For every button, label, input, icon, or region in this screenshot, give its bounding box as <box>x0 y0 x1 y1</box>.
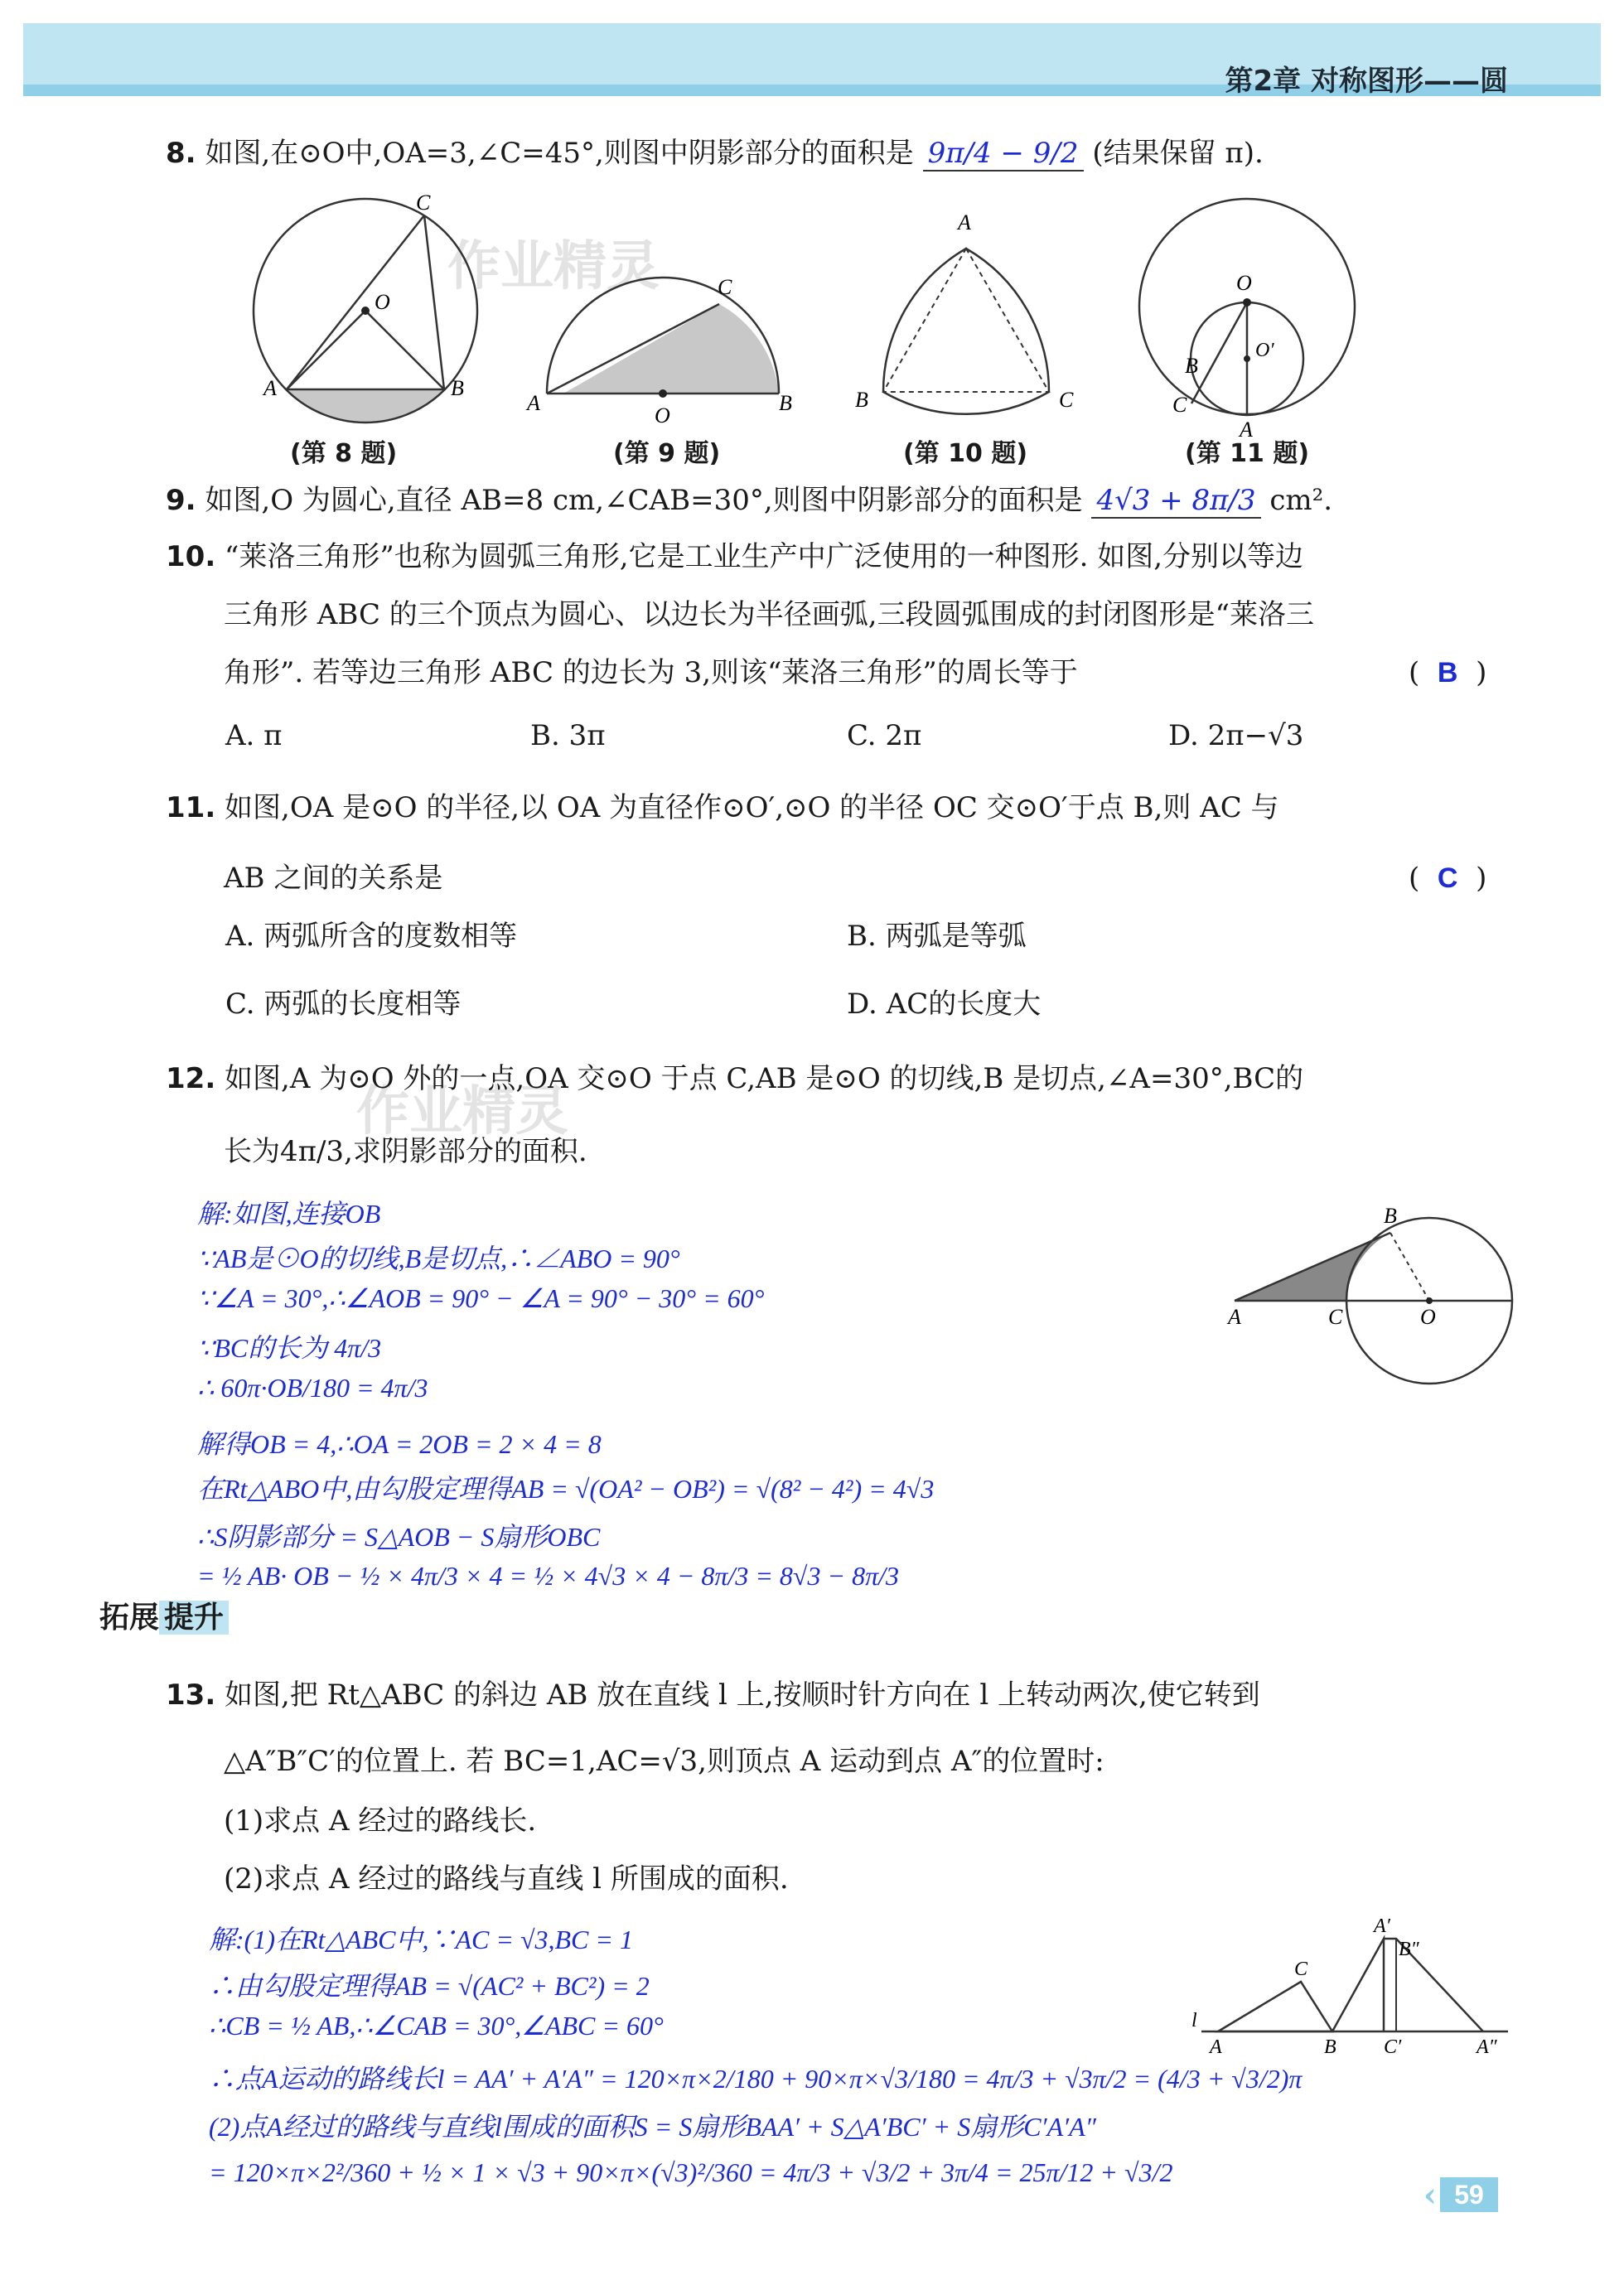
question-12-line1 <box>166 1062 1303 1096</box>
label-A: A <box>1228 1305 1241 1329</box>
question-11-line1 <box>166 791 1279 825</box>
question-text: 如图,O 为圆心,直径 AB=8 cm,∠CAB=30°,则图中阴影部分的面积是 <box>205 484 1083 517</box>
option-d: D. AC的长度大 <box>847 988 1042 1021</box>
label-A: A <box>1210 2036 1222 2055</box>
label-O: O <box>1420 1305 1436 1329</box>
solution-line: ∴ 60π·OB/180 = 4π/3 <box>197 1373 428 1403</box>
label-C: C <box>1172 393 1187 417</box>
question-8 <box>166 137 1264 171</box>
option-b: B. 两弧是等弧 <box>847 920 1027 953</box>
label-A-double-prime: A″ <box>1477 2036 1497 2055</box>
answer-bracket-10: ( B ) <box>1409 656 1487 689</box>
question-13-line3: (1)求点 A 经过的路线长. <box>224 1804 537 1838</box>
option-a: A. 两弧所含的度数相等 <box>225 920 518 953</box>
chapter-title: 第2章 对称图形——圆 <box>1225 65 1508 98</box>
label-C: C <box>1294 1959 1308 1980</box>
question-text: 如图,OA 是⊙O 的半径,以 OA 为直径作⊙O′,⊙O 的半径 OC 交⊙O′于点 B,则 AC 与 <box>225 791 1279 824</box>
solution-line: = ½ AB· OB − ½ × 4π/3 × 4 = ½ × 4√3 × 4 − 8π/3 = 8√3 − 8π/3 <box>197 1561 899 1591</box>
question-10-line3: 角形”. 若等边三角形 ABC 的边长为 3,则该“莱洛三角形”的周长等于 <box>224 656 1078 689</box>
question-suffix: cm². <box>1269 484 1333 517</box>
label-A: A <box>958 210 971 234</box>
label-O: O <box>375 290 390 314</box>
label-A: A <box>263 376 277 400</box>
solution-line: 在Rt△ABO中,由勾股定理得AB = √(OA² − OB²) = √(8² − 4²) = 4√3 <box>197 1474 935 1504</box>
label-B: B <box>1324 2036 1336 2055</box>
label-O-prime: O′ <box>1255 340 1274 361</box>
caption-fig9: (第 9 题) <box>613 439 721 468</box>
figures-row <box>240 186 1483 468</box>
figure-8 <box>254 191 477 423</box>
question-11-line2: AB 之间的关系是 <box>224 862 443 895</box>
figure-13 <box>1185 1914 1516 2055</box>
label-B: B <box>779 391 792 415</box>
question-9 <box>166 484 1332 518</box>
label-l: l <box>1191 2010 1197 2031</box>
question-number: 10. <box>166 540 216 573</box>
figure-9 <box>525 275 792 428</box>
label-O: O <box>1236 271 1252 295</box>
question-number: 8. <box>166 137 196 170</box>
question-13-line1 <box>166 1679 1260 1712</box>
solution-line: 解得OB = 4,∴OA = 2OB = 2 × 4 = 8 <box>197 1429 602 1459</box>
label-C: C <box>1059 388 1074 412</box>
solution-line: ∵∠A = 30°,∴∠AOB = 90° − ∠A = 90° − 30° = 60° <box>197 1283 765 1313</box>
figure-12 <box>1218 1201 1533 1392</box>
watermark: 作业精灵 <box>356 1081 568 1142</box>
solution-line: ∴S阴影部分 = S△AOB − S扇形OBC <box>197 1522 601 1552</box>
option-c: C. 2π <box>847 719 922 752</box>
watermark: 作业精灵 <box>447 236 660 297</box>
solution-line: ∵BC的长为 4π/3 <box>197 1333 382 1363</box>
label-B-double-prime: B″ <box>1399 1939 1419 1960</box>
chevron-left-icon: ‹ <box>1423 2176 1437 2215</box>
label-B: B <box>1384 1204 1397 1228</box>
question-text: 如图,在⊙O中,OA=3,∠C=45°,则图中阴影部分的面积是 <box>205 137 914 170</box>
solution-line: ∴点A运动的路线长l = AA′ + A′A″ = 120×π×2/180 + 90×π×√3/180 = 4π/3 + √3π/2 = (4/3 + √3/2)π <box>209 2064 1303 2094</box>
section-title-b: 提升 <box>159 1601 229 1635</box>
label-B: B <box>1185 354 1198 378</box>
answer: C <box>1437 862 1458 894</box>
option-a: A. π <box>225 719 283 752</box>
section-title-a: 拓展 <box>99 1601 160 1635</box>
caption-fig10: (第 10 题) <box>903 439 1028 468</box>
figure-11 <box>1139 199 1355 442</box>
question-13-line2: △A″B″C′的位置上. 若 BC=1,AC=√3,则顶点 A 运动到点 A″的位置时: <box>224 1745 1104 1778</box>
page-number: 59 <box>1440 2177 1498 2212</box>
question-text: “莱洛三角形”也称为圆弧三角形,它是工业生产中广泛使用的一种图形. 如图,分别以等边 <box>225 540 1304 573</box>
label-A-prime: A′ <box>1374 1915 1390 1937</box>
answer: 9π/4 − 9/2 <box>927 137 1079 170</box>
solution-line: ∴CB = ½ AB,∴∠CAB = 30°,∠ABC = 60° <box>209 2011 664 2041</box>
question-number: 12. <box>166 1062 216 1095</box>
question-text: 如图,A 为⊙O 外的一点,OA 交⊙O 于点 C,AB 是⊙O 的切线,B 是切点,∠A=30°,BC的 <box>225 1062 1304 1095</box>
label-O: O <box>655 403 670 428</box>
label-C: C <box>718 275 732 299</box>
label-B: B <box>451 376 464 400</box>
option-c: C. 两弧的长度相等 <box>225 988 462 1021</box>
answer: 4√3 + 8π/3 <box>1096 484 1256 517</box>
label-A: A <box>527 391 540 415</box>
question-10-line1 <box>166 540 1303 574</box>
section-heading <box>99 1594 229 1636</box>
label-C-prime: C′ <box>1384 2036 1402 2055</box>
caption-fig11: (第 11 题) <box>1185 439 1310 468</box>
label-C: C <box>1328 1305 1343 1329</box>
solution-line: = 120×π×2²/360 + ½ × 1 × √3 + 90×π×(√3)²/360 = 4π/3 + √3/2 + 3π/4 = 25π/12 + √3/2 <box>209 2157 1173 2187</box>
question-text: 如图,把 Rt△ABC 的斜边 AB 放在直线 l 上,按顺时针方向在 l 上转动两次,使它转到 <box>225 1679 1260 1712</box>
solution-line: 解:如图,连接OB <box>197 1199 381 1229</box>
figure-10 <box>855 210 1074 414</box>
question-13-line4: (2)求点 A 经过的路线与直线 l 所围成的面积. <box>224 1862 789 1896</box>
solution-line: 解:(1)在Rt△ABC中,∵AC = √3,BC = 1 <box>209 1925 633 1954</box>
answer: B <box>1437 657 1458 688</box>
label-C: C <box>416 191 431 215</box>
question-10-line2: 三角形 ABC 的三个顶点为圆心、以边长为半径画弧,三段圆弧围成的封闭图形是“莱洛三 <box>224 598 1314 631</box>
label-A: A <box>1240 418 1253 442</box>
question-suffix: (结果保留 π). <box>1092 137 1264 170</box>
question-number: 11. <box>166 791 216 824</box>
label-B: B <box>855 388 868 412</box>
caption-fig8: (第 8 题) <box>290 439 398 468</box>
option-b: B. 3π <box>530 719 606 752</box>
solution-line: (2)点A经过的路线与直线l围成的面积S = S扇形BAA′ + S△A′BC′ + S扇形C′A′A″ <box>209 2112 1096 2142</box>
question-number: 13. <box>166 1679 216 1712</box>
question-number: 9. <box>166 484 196 517</box>
solution-line: ∴由勾股定理得AB = √(AC² + BC²) = 2 <box>209 1971 650 2001</box>
option-d: D. 2π−√3 <box>1168 719 1304 752</box>
question-12-line2: 长为4π/3,求阴影部分的面积. <box>224 1135 587 1168</box>
answer-bracket-11: ( C ) <box>1409 862 1487 895</box>
solution-line: ∵AB是⊙O的切线,B是切点,∴∠ABO = 90° <box>197 1244 680 1273</box>
